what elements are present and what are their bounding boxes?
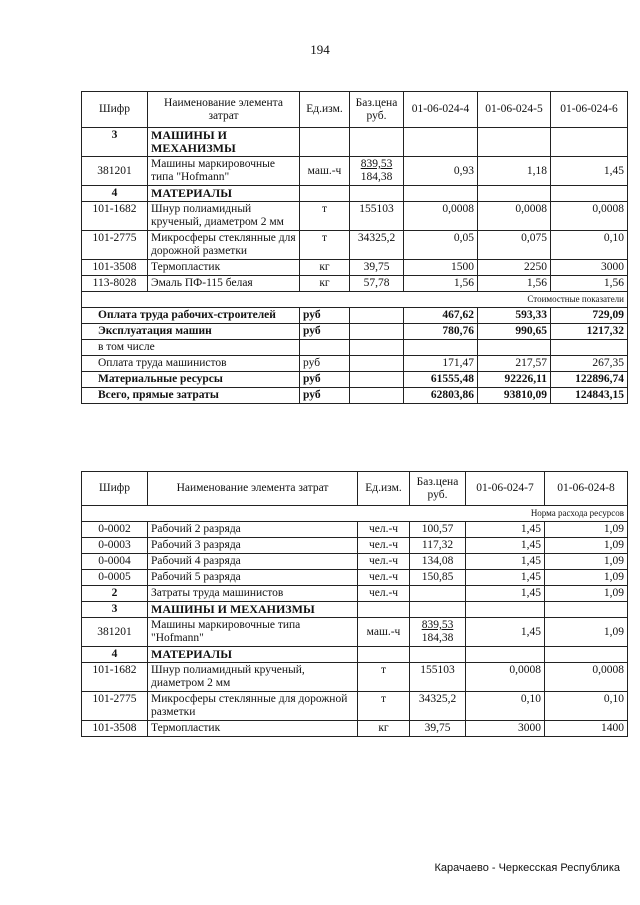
cost-value (478, 340, 551, 356)
row-code: 381201 (82, 618, 148, 647)
row-price: 150,85 (410, 570, 466, 586)
table-row (82, 586, 628, 602)
row-code: 101-3508 (82, 260, 148, 276)
row-code: 0-0005 (82, 570, 148, 586)
table-row (82, 721, 628, 737)
section-title: МАТЕРИАЛЫ (148, 186, 300, 202)
cost-value: 990,65 (478, 324, 551, 340)
price-bottom: 184,38 (421, 632, 454, 644)
header-price: Баз.цена руб. (410, 472, 466, 506)
resource-table-2 (81, 471, 628, 737)
row-value: 2250 (478, 260, 551, 276)
row-name: Рабочий 4 разряда (148, 554, 358, 570)
row-name: Затраты труда машинистов (148, 586, 358, 602)
row-name: Термопластик (148, 260, 300, 276)
cost-unit: руб (300, 356, 350, 372)
cost-value: 467,62 (404, 308, 478, 324)
cost-value: 93810,09 (478, 388, 551, 404)
row-value: 1,45 (466, 538, 545, 554)
cost-name: Оплата труда машинистов (82, 356, 300, 372)
row-code: 2 (82, 586, 148, 602)
table-row (82, 522, 628, 538)
header-col-5: 01-06-024-5 (478, 92, 551, 128)
resource-table-1 (81, 91, 628, 404)
header-col-8: 01-06-024-8 (545, 472, 628, 506)
row-unit: кг (358, 721, 410, 737)
row-value: 1,09 (545, 538, 628, 554)
cost-row (82, 372, 628, 388)
row-price: 34325,2 (410, 692, 466, 721)
cost-unit (300, 340, 350, 356)
cost-row (82, 340, 628, 356)
row-value: 3000 (466, 721, 545, 737)
row-code: 101-3508 (82, 721, 148, 737)
row-value: 1400 (545, 721, 628, 737)
section-title: МАШИНЫ И МЕХАНИЗМЫ (148, 602, 358, 618)
cost-row (82, 308, 628, 324)
row-value: 1500 (404, 260, 478, 276)
cost-value: 729,09 (551, 308, 628, 324)
row-code: 381201 (82, 157, 148, 186)
row-value: 1,45 (466, 586, 545, 602)
section-title: МАТЕРИАЛЫ (148, 647, 358, 663)
row-value: 0,93 (404, 157, 478, 186)
table-row (82, 692, 628, 721)
row-code: 101-2775 (82, 231, 148, 260)
cost-value (404, 340, 478, 356)
cost-name: Всего, прямые затраты (82, 388, 300, 404)
row-unit: т (300, 202, 350, 231)
section-code: 3 (82, 128, 148, 157)
cost-value: 1217,32 (551, 324, 628, 340)
row-code: 0-0003 (82, 538, 148, 554)
table-row (82, 570, 628, 586)
table-header-row (82, 92, 628, 128)
row-price: 57,78 (350, 276, 404, 292)
cost-value: 122896,74 (551, 372, 628, 388)
table-row (82, 618, 628, 647)
table-row (82, 231, 628, 260)
row-value: 0,0008 (466, 663, 545, 692)
row-name: Рабочий 3 разряда (148, 538, 358, 554)
cost-value: 217,57 (478, 356, 551, 372)
table-row (82, 202, 628, 231)
cost-unit: руб (300, 308, 350, 324)
row-value: 0,05 (404, 231, 478, 260)
table-row (82, 554, 628, 570)
row-code: 101-1682 (82, 663, 148, 692)
cost-name: Эксплуатация машин (82, 324, 300, 340)
row-unit: т (358, 692, 410, 721)
row-price: 134,08 (410, 554, 466, 570)
row-value: 1,09 (545, 586, 628, 602)
section-code: 4 (82, 647, 148, 663)
row-unit: маш.-ч (358, 618, 410, 647)
cost-unit: руб (300, 324, 350, 340)
row-value: 3000 (551, 260, 628, 276)
table-header-row (82, 472, 628, 506)
row-unit: т (300, 231, 350, 260)
cost-value: 92226,11 (478, 372, 551, 388)
row-code: 113-8028 (82, 276, 148, 292)
table-row (82, 663, 628, 692)
row-value: 1,09 (545, 522, 628, 538)
row-value: 1,56 (478, 276, 551, 292)
cost-value (551, 340, 628, 356)
row-code: 101-1682 (82, 202, 148, 231)
row-value: 0,0008 (551, 202, 628, 231)
row-name: Машины маркировочные типа "Hofmann" (148, 157, 300, 186)
row-name: Шнур полиамидный крученый, диаметром 2 мм (148, 663, 358, 692)
row-price: 117,32 (410, 538, 466, 554)
cost-value: 62803,86 (404, 388, 478, 404)
norm-header-row (82, 506, 628, 522)
row-price (410, 618, 466, 647)
header-code: Шифр (82, 92, 148, 128)
row-value: 0,0008 (404, 202, 478, 231)
footer-region: Карачаево - Черкесская Республика (434, 862, 620, 874)
row-price: 155103 (410, 663, 466, 692)
row-value: 1,56 (404, 276, 478, 292)
cost-row (82, 388, 628, 404)
row-name: Эмаль ПФ-115 белая (148, 276, 300, 292)
cost-value: 124843,15 (551, 388, 628, 404)
row-price: 39,75 (410, 721, 466, 737)
row-value: 0,10 (551, 231, 628, 260)
cost-name: в том числе (82, 340, 300, 356)
row-name: Термопластик (148, 721, 358, 737)
row-price: 155103 (350, 202, 404, 231)
header-col-7: 01-06-024-7 (466, 472, 545, 506)
row-value: 0,10 (545, 692, 628, 721)
row-value: 1,56 (551, 276, 628, 292)
row-code: 101-2775 (82, 692, 148, 721)
header-name: Наименование элемента затрат (148, 472, 358, 506)
row-value: 1,45 (466, 554, 545, 570)
cost-value: 267,35 (551, 356, 628, 372)
row-price: 39,75 (350, 260, 404, 276)
section-title: МАШИНЫ И МЕХАНИЗМЫ (148, 128, 300, 157)
table-row (82, 260, 628, 276)
price-top: 839,53 (360, 158, 393, 170)
cost-value: 171,47 (404, 356, 478, 372)
header-price: Баз.цена руб. (350, 92, 404, 128)
cost-value: 61555,48 (404, 372, 478, 388)
cost-value: 593,33 (478, 308, 551, 324)
row-unit: чел.-ч (358, 570, 410, 586)
section-code: 4 (82, 186, 148, 202)
cost-row (82, 356, 628, 372)
header-unit: Ед.изм. (300, 92, 350, 128)
row-code: 0-0002 (82, 522, 148, 538)
header-code: Шифр (82, 472, 148, 506)
row-name: Машины маркировочные типа "Hofmann" (148, 618, 358, 647)
norm-header: Норма расхода ресурсов (82, 506, 628, 522)
section-code: 3 (82, 602, 148, 618)
row-price: 100,57 (410, 522, 466, 538)
row-unit: маш.-ч (300, 157, 350, 186)
header-col-4: 01-06-024-4 (404, 92, 478, 128)
row-name: Микросферы стеклянные для дорожной разметки (148, 231, 300, 260)
row-value: 0,0008 (545, 663, 628, 692)
price-bottom: 184,38 (360, 171, 393, 183)
row-code: 0-0004 (82, 554, 148, 570)
row-unit: т (358, 663, 410, 692)
cost-value: 780,76 (404, 324, 478, 340)
row-value: 1,45 (551, 157, 628, 186)
row-name: Шнур полиамидный крученый, диаметром 2 мм (148, 202, 300, 231)
cost-header-row (82, 292, 628, 308)
row-value: 1,09 (545, 554, 628, 570)
section-row (82, 128, 628, 157)
row-price: 34325,2 (350, 231, 404, 260)
row-value: 1,45 (466, 522, 545, 538)
row-unit: чел.-ч (358, 522, 410, 538)
row-price (350, 157, 404, 186)
row-unit: кг (300, 276, 350, 292)
row-name: Микросферы стеклянные для дорожной разметки (148, 692, 358, 721)
row-unit: чел.-ч (358, 538, 410, 554)
row-unit: чел.-ч (358, 554, 410, 570)
table-row (82, 538, 628, 554)
row-value: 0,075 (478, 231, 551, 260)
cost-row (82, 324, 628, 340)
section-row (82, 647, 628, 663)
cost-unit: руб (300, 388, 350, 404)
price-top: 839,53 (421, 619, 454, 631)
table-row (82, 157, 628, 186)
header-col-6: 01-06-024-6 (551, 92, 628, 128)
row-value: 1,45 (466, 618, 545, 647)
row-name: Рабочий 2 разряда (148, 522, 358, 538)
row-value: 1,18 (478, 157, 551, 186)
header-name: Наименование элемента затрат (148, 92, 300, 128)
row-value: 1,45 (466, 570, 545, 586)
row-value: 0,0008 (478, 202, 551, 231)
section-row (82, 186, 628, 202)
row-name: Рабочий 5 разряда (148, 570, 358, 586)
cost-name: Материальные ресурсы (82, 372, 300, 388)
row-unit: кг (300, 260, 350, 276)
row-unit: чел.-ч (358, 586, 410, 602)
header-unit: Ед.изм. (358, 472, 410, 506)
row-value: 1,09 (545, 618, 628, 647)
cost-unit: руб (300, 372, 350, 388)
page-number: 194 (310, 42, 330, 57)
table-row (82, 276, 628, 292)
section-row (82, 602, 628, 618)
row-value: 1,09 (545, 570, 628, 586)
cost-header: Стоимостные показатели (82, 292, 628, 308)
cost-name: Оплата труда рабочих-строителей (82, 308, 300, 324)
row-value: 0,10 (466, 692, 545, 721)
